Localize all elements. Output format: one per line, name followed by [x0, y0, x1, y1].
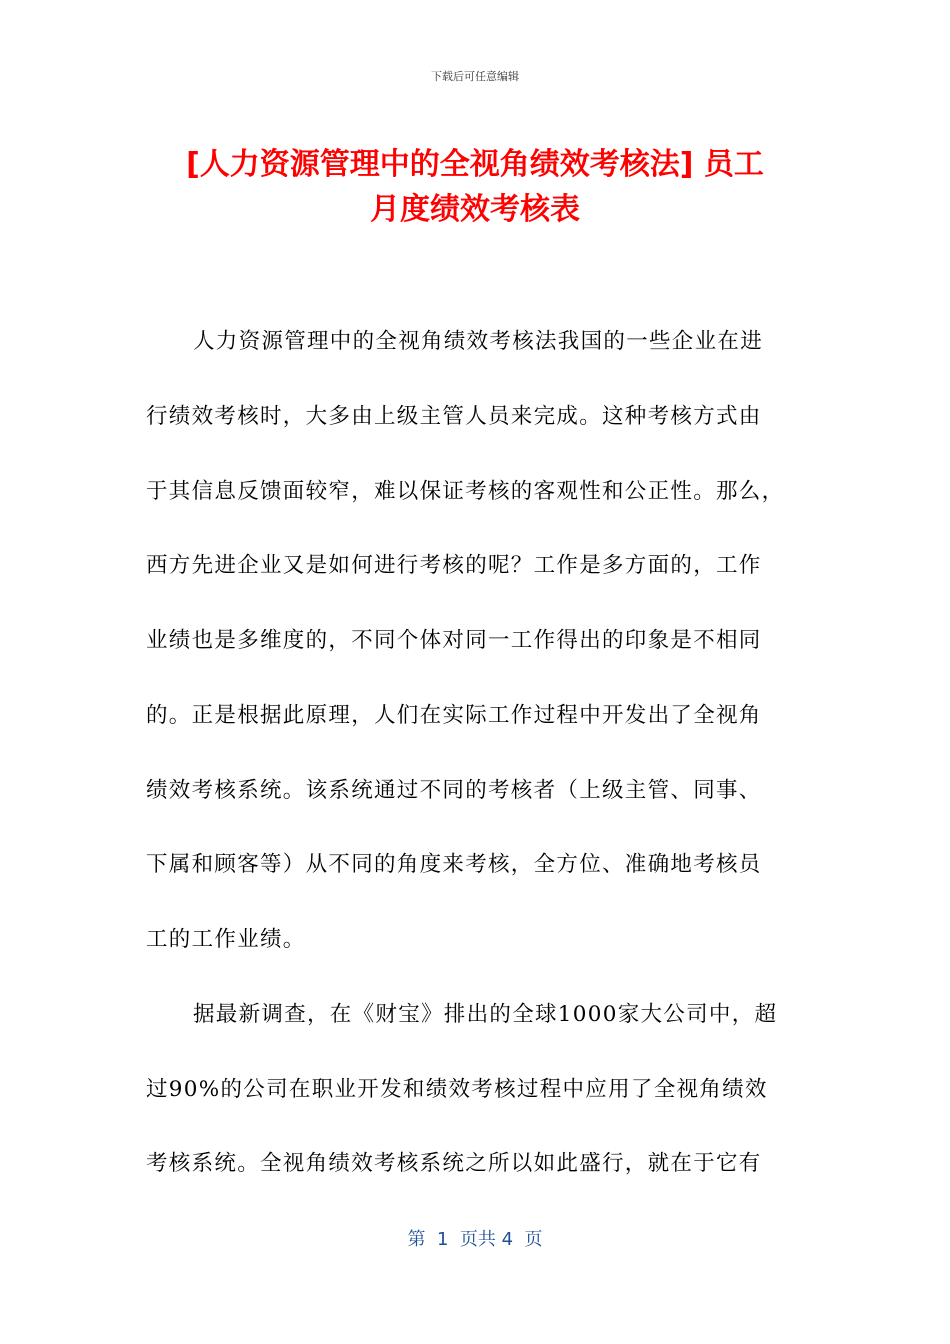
paragraph-1-line-8: 下属和顾客等）从不同的角度来考核，全方位、准确地考核员: [146, 852, 762, 877]
page-number-footer: 第 1 页共 4 页: [407, 1229, 543, 1250]
title-line-1: [人力资源管理中的全视角绩效考核法] 员工: [186, 147, 764, 182]
document-title: [100, 142, 850, 232]
paragraph-1-line-1: 人力资源管理中的全视角绩效考核法我国的一些企业在进: [193, 329, 764, 354]
paragraph-1-line-6: 的。正是根据此原理，人们在实际工作过程中开发出了全视角: [146, 703, 762, 728]
paragraph-1-line-5: 业绩也是多维度的，不同个体对同一工作得出的印象是不相同: [146, 628, 762, 653]
paragraph-2-line-2: 过90%的公司在职业开发和绩效考核过程中应用了全视角绩效: [146, 1077, 768, 1102]
paragraph-2-line-1: 据最新调查，在《财宝》排出的全球1000家大公司中，超: [193, 1002, 778, 1027]
paragraph-1-line-7: 绩效考核系统。该系统通过不同的考核者（上级主管、同事、: [146, 778, 762, 803]
paragraph-1-line-3: 于其信息反馈面较窄，难以保证考核的客观性和公正性。那么，: [146, 479, 785, 504]
paragraph-1-line-9: 工的工作业绩。: [146, 927, 306, 952]
header-note: 下载后可任意编辑: [431, 70, 519, 83]
paragraph-2-line-3: 考核系统。全视角绩效考核系统之所以如此盛行，就在于它有: [146, 1151, 762, 1176]
title-line-2: 月度绩效考核表: [370, 192, 580, 227]
paragraph-1-line-2: 行绩效考核时，大多由上级主管人员来完成。这种考核方式由: [146, 404, 762, 429]
paragraph-1-line-4: 西方先进企业又是如何进行考核的呢？工作是多方面的，工作: [146, 553, 762, 578]
